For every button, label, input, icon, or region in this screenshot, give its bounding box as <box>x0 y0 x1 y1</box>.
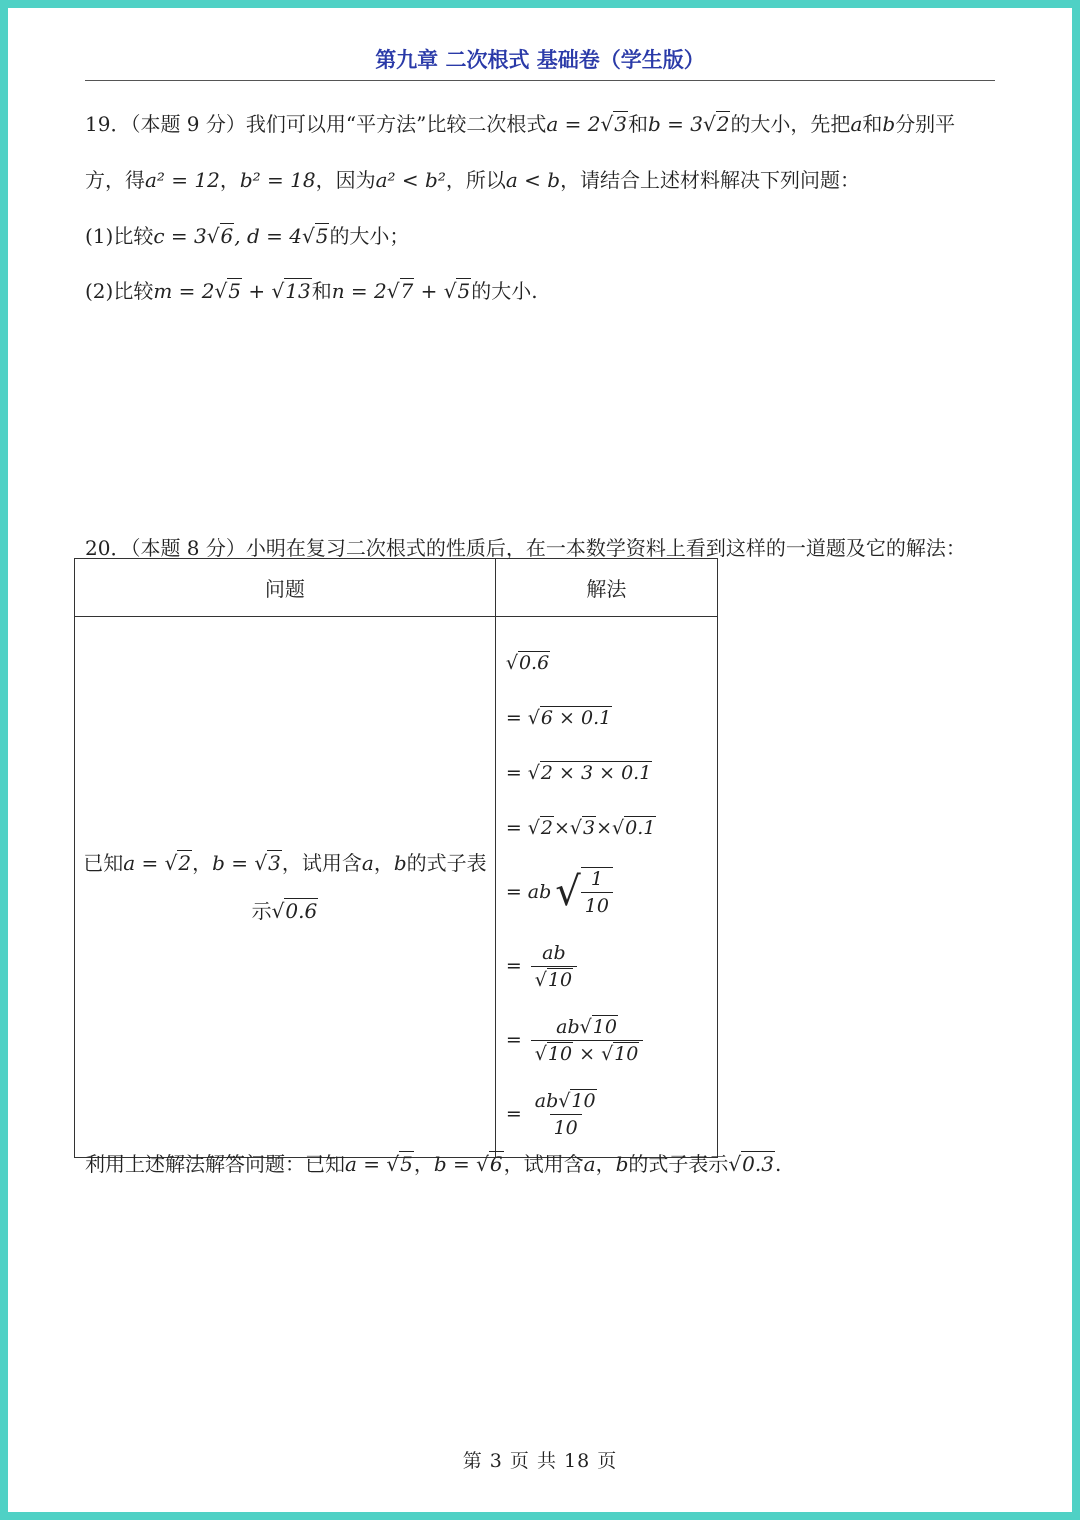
q19-part2 <box>85 275 538 304</box>
step3-sqrt: √2 × 3 × 0.1 <box>527 761 652 784</box>
solution-table <box>74 558 718 1158</box>
q19-line2 <box>85 164 860 193</box>
q19-intro-c: 分别平 <box>895 112 956 136</box>
q19-line2-b: ，因为 <box>315 168 376 192</box>
q19-line2-c: ，所以 <box>445 168 506 192</box>
solution-step-6 <box>506 929 707 1003</box>
problem-sqrt-2: √2 <box>164 851 192 875</box>
task-sqrt-5: √5 <box>386 1152 413 1176</box>
step2-eq: = <box>505 706 522 729</box>
step2-sqrt: √6 × 0.1 <box>527 706 612 729</box>
q19-square-b: b² = 18 <box>239 168 316 192</box>
problem-text-d: 示 <box>251 899 272 923</box>
task-sep: ， <box>413 1152 434 1176</box>
q19-part1-suffix: 的大小； <box>329 224 410 248</box>
step7-eq: = <box>505 1029 522 1051</box>
step1-sqrt: √0.6 <box>505 651 550 674</box>
q19-part2-n: n = 2 <box>331 279 387 303</box>
step5-ab: ab <box>527 881 552 903</box>
step4-sqrt-3: √3 <box>569 816 596 839</box>
q19-inequality-2: a < b <box>505 168 561 192</box>
task-text-b: ，试用含 <box>503 1152 584 1176</box>
q19-intro-b: 的大小，先把 <box>730 112 851 136</box>
problem-text-b: ，试用含 <box>281 851 362 875</box>
task-sqrt-6: √6 <box>476 1152 503 1176</box>
q19-part1-sqrt-5: √5 <box>301 224 329 248</box>
q19-expr-a: a = 2 <box>546 112 601 136</box>
step4-sqrt-01: √0.1 <box>612 816 656 839</box>
step5-eq: = <box>505 881 522 903</box>
q19-part2-and: 和 <box>311 279 332 303</box>
solution-step-8 <box>506 1077 707 1151</box>
q19-var-b: b <box>882 112 896 136</box>
q19-part2-plus: + <box>242 279 272 303</box>
problem-text-c: 的式子表 <box>406 851 487 875</box>
table-header-solution: 解法 <box>495 559 717 617</box>
step3-eq: = <box>505 761 522 784</box>
step8-eq: = <box>505 1103 522 1125</box>
task-text-a: 利用上述解法解答问题：已知 <box>85 1152 345 1176</box>
problem-eq-b: b = <box>212 851 255 875</box>
step6-eq: = <box>505 955 522 977</box>
problem-eq-a: a = <box>123 851 165 875</box>
step4-sqrt-2: √2 <box>527 816 553 839</box>
solution-step-7 <box>506 1003 707 1077</box>
task-text-c: 的式子表示 <box>628 1152 729 1176</box>
task-var-b: b <box>615 1152 629 1176</box>
q19-line2-d: ，请结合上述材料解决下列问题： <box>560 168 861 192</box>
q19-part2-sqrt-13: √13 <box>271 279 311 303</box>
step4-eq: = <box>505 816 522 839</box>
q19-sep: ， <box>219 168 240 192</box>
step5-radical-sign: √ <box>555 869 581 915</box>
problem-sep-2: ， <box>373 851 394 875</box>
q19-inequality-1: a² < b² <box>375 168 446 192</box>
q19-part1-c: c = 3 <box>153 224 207 248</box>
step4-times-2: × <box>596 816 613 839</box>
q19-part2-prefix: (2)比较 <box>85 279 154 303</box>
q19-part2-sqrt-7: √7 <box>386 279 414 303</box>
problem-line1 <box>83 839 487 887</box>
table-header-problem: 问题 <box>75 559 496 617</box>
solution-step-3 <box>506 745 707 800</box>
problem-given: 已知 <box>83 851 124 875</box>
q19-line2-a: 方，得 <box>85 168 145 192</box>
q19-part2-m: m = 2 <box>153 279 215 303</box>
q19-sqrt-2: √2 <box>702 112 730 136</box>
q19-expr-b: b = 3 <box>647 112 703 136</box>
q19-part1 <box>85 220 409 249</box>
task-eq-b: b = <box>433 1152 477 1176</box>
problem-cell <box>75 617 496 1158</box>
task-sep-2: ， <box>595 1152 616 1176</box>
page-number: 第 3 页 共 18 页 <box>462 1450 618 1472</box>
task-var-a: a <box>583 1152 596 1176</box>
q19-word-and: 和 <box>627 112 648 136</box>
q19-var-a: a <box>850 112 863 136</box>
solution-step-2 <box>506 690 707 745</box>
header-divider <box>85 80 995 81</box>
step7-fraction: $\frac{ab√10}{√10 \times √10}$ <box>531 1016 644 1065</box>
q19-word-and-2: 和 <box>862 112 883 136</box>
q19-sqrt-3: √3 <box>600 112 627 136</box>
solution-step-5 <box>506 855 707 929</box>
solution-step-4 <box>506 800 707 855</box>
q19-part1-prefix: (1)比较 <box>85 224 154 248</box>
solution-steps <box>495 617 717 1158</box>
q19-part2-sqrt-5b: √5 <box>443 279 471 303</box>
page <box>8 8 1072 1512</box>
q19-square-a: a² = 12 <box>145 168 220 192</box>
task-end: . <box>774 1152 782 1176</box>
q19-intro-text: 19．（本题 9 分）我们可以用“平方法”比较二次根式 <box>85 112 547 136</box>
task-sqrt-target: √0.3 <box>728 1152 774 1176</box>
task-eq-a: a = <box>345 1152 387 1176</box>
step8-fraction: $\frac{ab√10}{10}$ <box>534 1089 596 1139</box>
problem-sep: ， <box>192 851 213 875</box>
page-header-title: 第九章 二次根式 基础卷（学生版） <box>375 48 705 72</box>
problem-sqrt-target: √0.6 <box>271 899 318 923</box>
problem-var-b: b <box>393 851 407 875</box>
problem-line2 <box>83 887 487 935</box>
q20-intro: 20．（本题 8 分）小明在复习二次根式的性质后，在一本数学资料上看到这样的一道题及它的解法： <box>85 536 966 560</box>
q19-line1 <box>85 108 955 137</box>
problem-sqrt-3: √3 <box>254 851 281 875</box>
q20-task <box>85 1148 781 1177</box>
step6-fraction: $\frac{ab}{√10}$ <box>531 942 577 991</box>
q19-part2-suffix: 的大小. <box>471 279 538 303</box>
problem-var-a: a <box>361 851 374 875</box>
q19-part2-sqrt-5: √5 <box>214 279 241 303</box>
q19-part1-d: , d = 4 <box>234 224 302 248</box>
step5-fraction: $\frac{1}{10}$ <box>581 867 613 917</box>
q19-part1-sqrt-6: √6 <box>206 224 234 248</box>
solution-step-1 <box>506 635 707 690</box>
step4-times-1: × <box>553 816 570 839</box>
q19-part2-plus-2: + <box>414 279 444 303</box>
